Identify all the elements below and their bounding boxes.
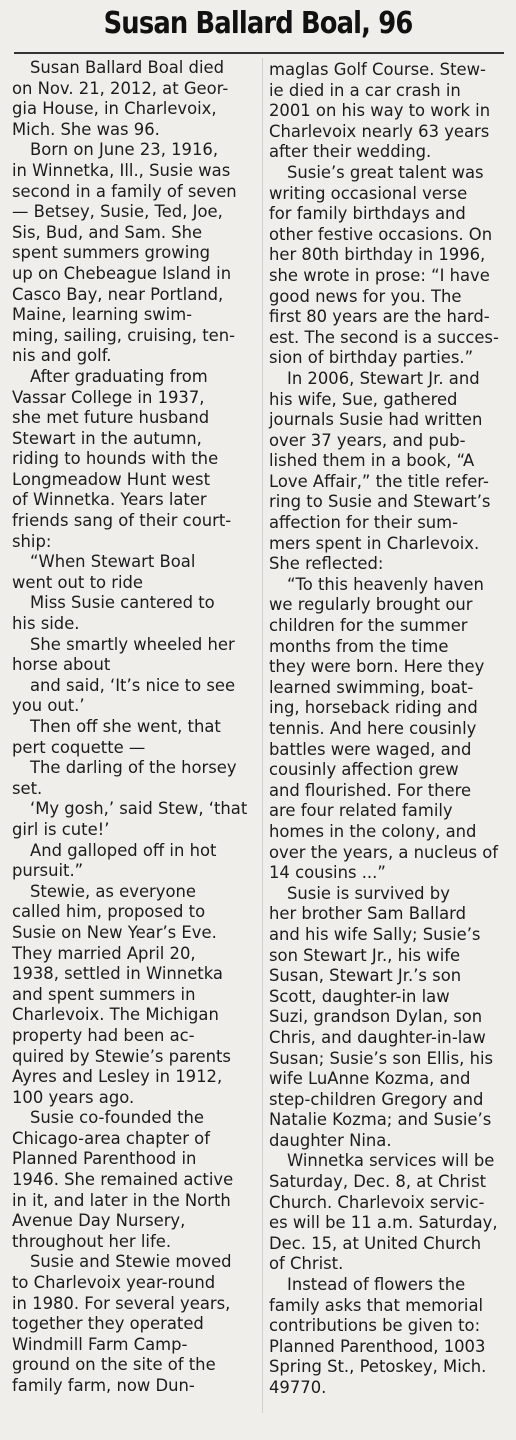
text-line: es will be 11 a.m. Saturday, <box>269 1213 498 1233</box>
text-line: ground on the site of the <box>12 1355 216 1375</box>
text-line: Chris, and daughter-in-law <box>269 1027 486 1047</box>
text-line: Suzi, grandson Dylan, son <box>269 1007 483 1027</box>
text-line: son Stewart Jr., his wife <box>269 945 461 965</box>
text-line: in 1980. For several years, <box>12 1293 231 1313</box>
text-line: Susie co-founded the <box>30 1108 205 1128</box>
right-column <box>269 60 515 1399</box>
text-line: to Charlevoix year-round <box>12 1273 216 1293</box>
text-line: writing occasional verse <box>269 183 468 203</box>
text-line: They married April 20, <box>12 943 196 963</box>
text-line: her brother Sam Ballard <box>269 904 466 924</box>
text-line: throughout her life. <box>12 1231 172 1251</box>
text-line: cousinly affection grew <box>269 760 459 780</box>
text-line: she wrote in prose: “I have <box>269 265 490 285</box>
text-line: Saturday, Dec. 8, at Christ <box>269 1172 487 1192</box>
text-line: homes in the colony, and <box>269 821 477 841</box>
text-line: went out to ride <box>12 572 144 592</box>
text-line: Born on June 23, 1916, <box>30 140 219 160</box>
text-line: Instead of flowers the <box>287 1275 466 1295</box>
text-line: ie died in a car crash in <box>269 80 461 100</box>
text-line: she met future husband <box>12 408 210 428</box>
text-line: step-children Gregory and <box>269 1089 484 1109</box>
text-line: we regularly brought our <box>269 595 473 615</box>
text-line: spent summers growing <box>12 243 211 263</box>
text-line: up on Chebeague Island in <box>12 263 232 283</box>
text-line: children for the summer <box>269 616 468 636</box>
text-line: ming, sailing, cruising, ten- <box>12 325 236 345</box>
text-line: and said, ‘It’s nice to see <box>30 675 236 695</box>
text-line: journals Susie had written <box>269 410 483 430</box>
text-line: Susie on New Year’s Eve. <box>12 922 217 942</box>
text-line: — Betsey, Susie, Ted, Joe, <box>12 202 223 222</box>
text-line: Susie and Stewie moved <box>30 1252 232 1272</box>
text-line: daughter Nina. <box>269 1130 392 1150</box>
text-line: Susan Ballard Boal died <box>30 58 225 77</box>
text-line: Charlevoix nearly 63 years <box>269 121 490 141</box>
text-line: for family birthdays and <box>269 204 466 224</box>
text-line: Mich. She was 96. <box>12 119 160 139</box>
text-line: and flourished. For there <box>269 780 472 800</box>
text-line: pert coquette — <box>12 737 146 757</box>
text-line: over 37 years, and pub- <box>269 430 466 450</box>
text-line: Miss Susie cantered to <box>30 593 215 613</box>
text-line: Vassar College in 1937, <box>12 387 205 407</box>
text-line: after their wedding. <box>269 142 432 162</box>
text-line: her 80th birthday in 1996, <box>269 245 486 265</box>
text-line: Planned Parenthood in <box>12 1149 197 1169</box>
text-line: 2001 on his way to work in <box>269 101 491 121</box>
text-line: Windmill Farm Camp- <box>12 1334 188 1354</box>
title-rule <box>14 52 504 54</box>
text-line: horse about <box>12 655 111 675</box>
text-line: Natalie Kozma; and Susie’s <box>269 1110 492 1130</box>
text-line: gia House, in Charlevoix, <box>12 99 217 119</box>
text-line: of Winnetka. Years later <box>12 490 207 510</box>
text-line: riding to hounds with the <box>12 449 219 469</box>
text-line: Love Affair,” the title refer- <box>269 471 489 491</box>
text-line: 100 years ago. <box>12 1087 135 1107</box>
text-line: they were born. Here they <box>269 657 485 677</box>
text-line: Charlevoix. The Michigan <box>12 1005 219 1025</box>
text-line: Planned Parenthood, 1003 <box>269 1336 486 1356</box>
text-line: affection for their sum- <box>269 513 458 533</box>
text-line: She smartly wheeled her <box>30 634 235 654</box>
text-line: 1938, settled in Winnetka <box>12 964 223 984</box>
text-line: Stewie, as everyone <box>30 881 196 901</box>
text-line: are four related family <box>269 801 453 821</box>
text-line: Susan; Susie’s son Ellis, his <box>269 1048 494 1068</box>
text-line: learned swimming, boat- <box>269 677 474 697</box>
text-line: in it, and later in the North <box>12 1190 231 1210</box>
text-line: of Christ. <box>269 1254 344 1274</box>
text-line: And galloped off in hot <box>30 840 217 860</box>
text-line: maglas Golf Course. Stew- <box>269 60 486 79</box>
text-line: ing, horseback riding and <box>269 698 478 718</box>
text-line: She reflected: <box>269 554 384 574</box>
text-line: his side. <box>12 614 80 634</box>
text-line: other festive occasions. On <box>269 224 493 244</box>
text-line: friends sang of their court- <box>12 511 232 531</box>
text-line: together they operated <box>12 1314 204 1334</box>
text-line: on Nov. 21, 2012, at Geor- <box>12 78 229 98</box>
text-line: tennis. And here cousinly <box>269 719 477 738</box>
text-line: Avenue Day Nursery, <box>12 1211 186 1231</box>
text-line: Chicago-area chapter of <box>12 1128 210 1148</box>
text-line: over the years, a nucleus of <box>269 842 499 862</box>
column-divider <box>262 58 263 1413</box>
text-line: battles were waged, and <box>269 739 472 759</box>
text-line: mers spent in Charlevoix. <box>269 533 480 553</box>
text-line: first 80 years are the hard- <box>269 307 490 327</box>
text-line: family asks that memorial <box>269 1295 484 1315</box>
text-line: quired by Stewie’s parents <box>12 1046 231 1066</box>
text-line: Sis, Bud, and Sam. She <box>12 222 203 242</box>
text-line: Ayres and Lesley in 1912, <box>12 1067 223 1087</box>
page-title: Susan Ballard Boal, 96 <box>103 6 413 41</box>
text-line: and spent summers in <box>12 984 196 1004</box>
text-line: 49770. <box>269 1378 327 1397</box>
text-line: Spring St., Petoskey, Mich. <box>269 1357 487 1377</box>
text-line: “To this heavenly haven <box>287 574 484 594</box>
text-line: you out.’ <box>12 696 85 716</box>
text-line: lished them in a book, “A <box>269 451 475 471</box>
text-line: Susie’s great talent was <box>287 162 484 182</box>
text-line: pursuit.” <box>12 861 84 881</box>
text-line: second in a family of seven <box>12 181 237 201</box>
text-line: Church. Charlevoix servic- <box>269 1192 485 1212</box>
text-line: ship: <box>12 531 52 551</box>
text-line: Dec. 15, at United Church <box>269 1233 482 1253</box>
text-line: called him, proposed to <box>12 902 206 922</box>
text-line: good news for you. The <box>269 286 462 306</box>
text-line: nis and golf. <box>12 346 112 366</box>
left-column <box>12 58 258 1397</box>
text-line: set. <box>12 778 43 798</box>
text-line: his wife, Sue, gathered <box>269 389 458 409</box>
text-line: contributions be given to: <box>269 1316 481 1336</box>
text-line: Stewart in the autumn, <box>12 428 202 448</box>
text-line: months from the time <box>269 636 449 656</box>
text-line: in Winnetka, Ill., Susie was <box>12 160 231 180</box>
text-line: Maine, learning swim- <box>12 305 193 325</box>
text-line: Casco Bay, near Portland, <box>12 284 224 304</box>
text-line: Longmeadow Hunt west <box>12 469 210 489</box>
text-line: “When Stewart Boal <box>30 552 196 572</box>
text-line: ‘My gosh,’ said Stew, ‘that <box>30 799 248 819</box>
text-line: est. The second is a succes- <box>269 327 499 347</box>
text-line: The darling of the horsey <box>30 758 237 778</box>
text-line: wife LuAnne Kozma, and <box>269 1069 471 1089</box>
text-line: Winnetka services will be <box>287 1151 495 1171</box>
text-line: In 2006, Stewart Jr. and <box>287 368 480 388</box>
text-line: ring to Susie and Stewart’s <box>269 492 491 512</box>
text-line: and his wife Sally; Susie’s <box>269 924 481 944</box>
text-line: girl is cute!’ <box>12 819 110 839</box>
text-line: Susan, Stewart Jr.’s son <box>269 966 462 986</box>
text-line: Scott, daughter-in law <box>269 986 450 1006</box>
text-line: 14 cousins ...” <box>269 863 386 883</box>
text-line: sion of birthday parties.” <box>269 348 474 368</box>
text-line: Susie is survived by <box>287 883 450 903</box>
text-line: Then off she went, that <box>30 717 221 736</box>
text-line: After graduating from <box>30 366 208 386</box>
text-line: family farm, now Dun- <box>12 1376 195 1395</box>
text-line: property had been ac- <box>12 1025 195 1045</box>
text-line: 1946. She remained active <box>12 1170 234 1190</box>
